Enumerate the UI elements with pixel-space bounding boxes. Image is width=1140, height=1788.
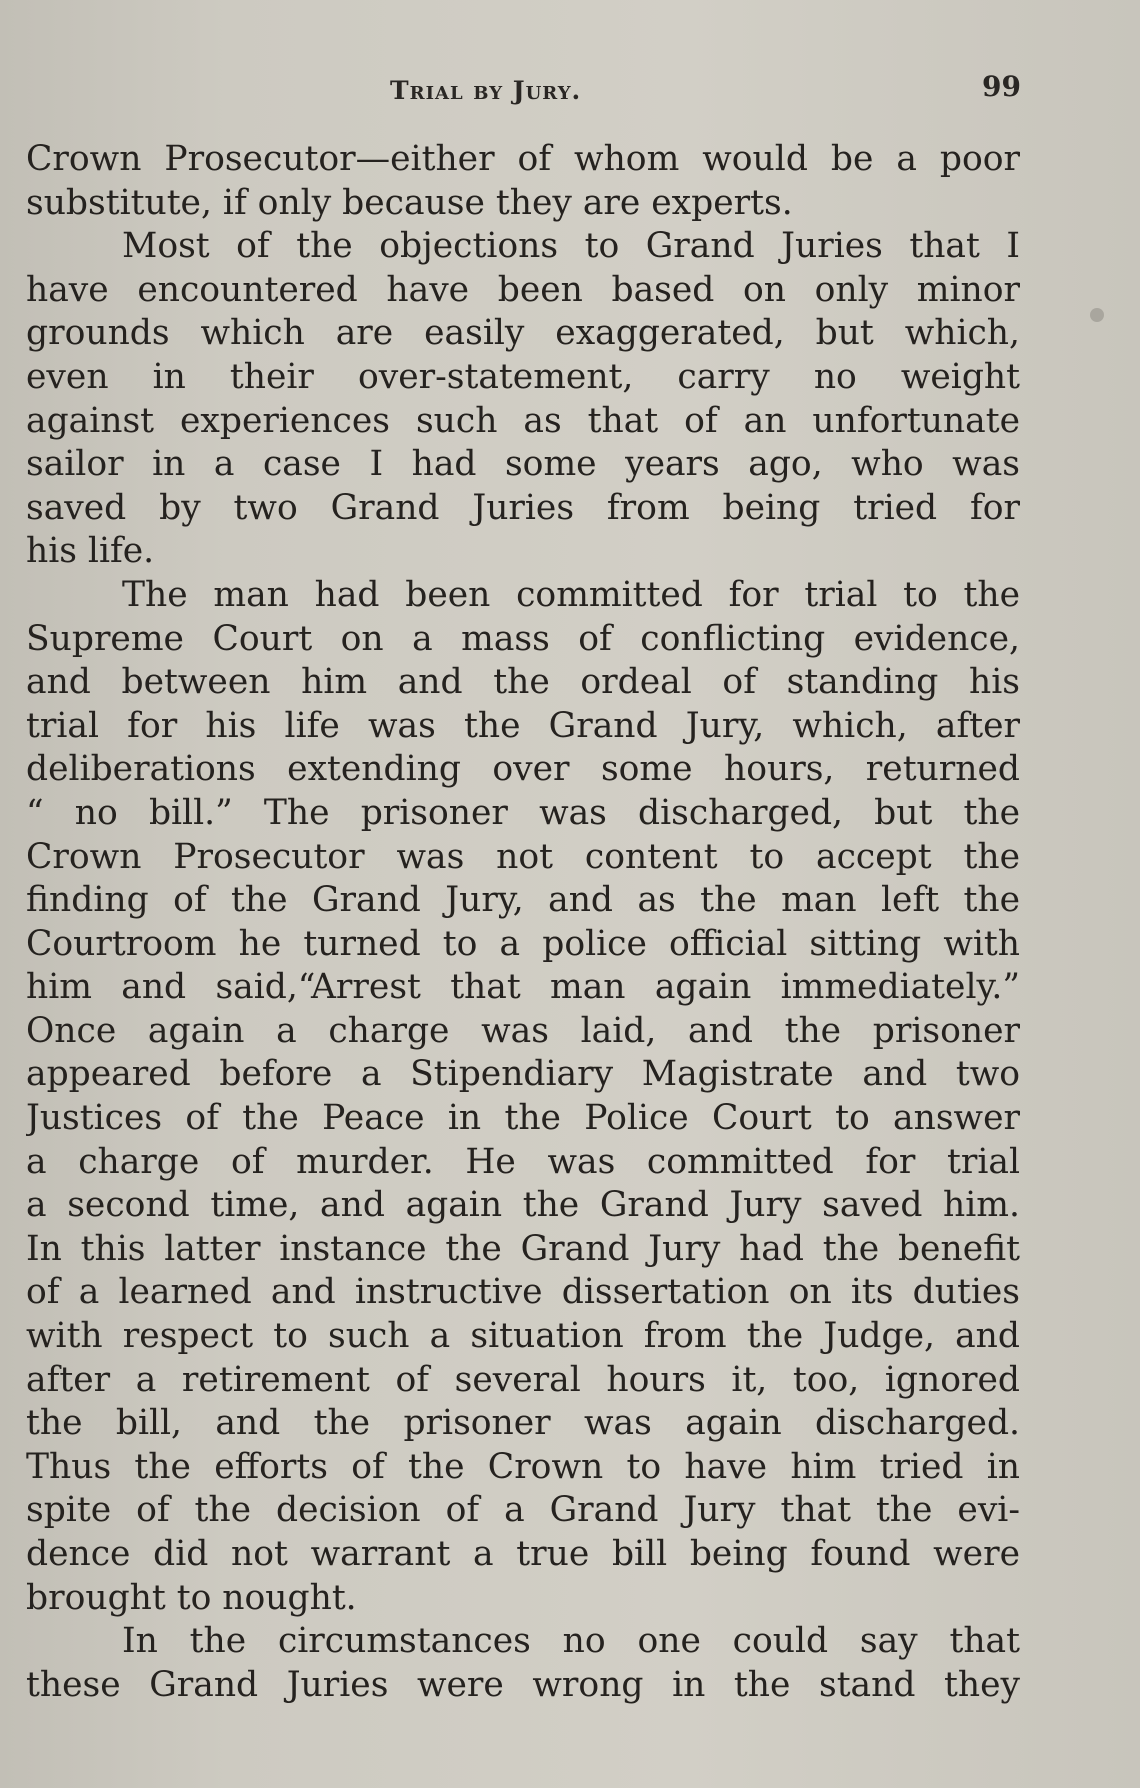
text-line: trial for his life was the Grand Jury, which, after bbox=[26, 705, 1020, 746]
text-line: Justices of the Peace in the Police Court to answer bbox=[26, 1098, 1020, 1139]
text-line: finding of the Grand Jury, and as the man left the bbox=[26, 880, 1020, 921]
text-line: Crown Prosecutor was not content to accept the bbox=[26, 836, 1020, 877]
text-line: Once again a charge was laid, and the prisoner bbox=[26, 1010, 1020, 1051]
text-line: these Grand Juries were wrong in the stand they bbox=[26, 1664, 1020, 1705]
text-line: a charge of murder. He was committed for trial bbox=[26, 1141, 1020, 1182]
text-line: Courtroom he turned to a police official sitting with bbox=[26, 923, 1020, 964]
text-line: Crown Prosecutor—either of whom would be a poor bbox=[26, 139, 1020, 179]
text-line: appeared before a Stipendiary Magistrate and two bbox=[26, 1054, 1020, 1095]
page-header bbox=[0, 70, 1140, 110]
text-line: even in their over-statement, carry no weight bbox=[26, 356, 1020, 397]
text-line: after a retirement of several hours it, too, ignored bbox=[26, 1359, 1020, 1400]
text-line: have encountered have been based on only minor bbox=[26, 269, 1020, 310]
text-line: spite of the decision of a Grand Jury that the evi- bbox=[26, 1490, 1020, 1531]
text-line: brought to nought. bbox=[26, 1577, 357, 1618]
body-text bbox=[26, 138, 1020, 1707]
text-line: the bill, and the prisoner was again discharged. bbox=[26, 1403, 1020, 1444]
text-line: dence did not warrant a true bill being found were bbox=[26, 1534, 1020, 1574]
text-line: and between him and the ordeal of standing his bbox=[26, 662, 1020, 703]
text-line: him and said,“Arrest that man again immediately.” bbox=[26, 967, 1020, 1008]
text-line: In the circumstances no one could say that bbox=[122, 1621, 1020, 1662]
running-title: Trial by Jury. bbox=[390, 76, 582, 105]
text-line: deliberations extending over some hours, returned bbox=[26, 749, 1020, 790]
text-line: saved by two Grand Juries from being tried for bbox=[26, 487, 1020, 528]
text-line: against experiences such as that of an unfortunate bbox=[26, 400, 1020, 441]
text-line: “ no bill.” The prisoner was discharged, but the bbox=[26, 792, 1020, 833]
text-line: with respect to such a situation from the Judge, and bbox=[26, 1316, 1020, 1357]
text-line: of a learned and instructive dissertation on its duties bbox=[26, 1272, 1020, 1313]
text-line: Most of the objections to Grand Juries that I bbox=[122, 226, 1020, 267]
paper-blemish bbox=[1090, 308, 1104, 322]
text-line: a second time, and again the Grand Jury saved him. bbox=[26, 1185, 1020, 1226]
text-line: Thus the efforts of the Crown to have him tried in bbox=[26, 1446, 1020, 1487]
page-number: 99 bbox=[982, 70, 1021, 103]
text-line: The man had been committed for trial to the bbox=[122, 574, 1020, 615]
text-line: Supreme Court on a mass of conflicting evidence, bbox=[26, 618, 1020, 659]
text-line: grounds which are easily exaggerated, but which, bbox=[26, 313, 1020, 354]
text-line: In this latter instance the Grand Jury had the benefit bbox=[26, 1228, 1020, 1269]
text-line: his life. bbox=[26, 531, 155, 572]
text-line: sailor in a case I had some years ago, who was bbox=[26, 444, 1020, 485]
text-line: substitute, if only because they are experts. bbox=[26, 182, 793, 223]
